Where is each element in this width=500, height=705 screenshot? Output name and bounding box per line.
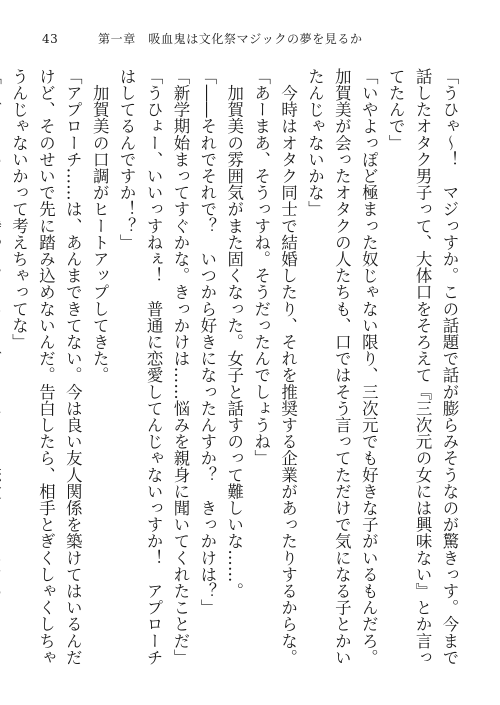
body-text (9, 68, 462, 680)
paragraph: 「新学期始まってすぐかな。きっかけは……悩みを親身に聞いてくれたことだ」 (170, 68, 190, 666)
paragraph: 今時はオタク同士で結婚したり、それを推奨する企業があったりするからな。 (278, 68, 298, 666)
paragraph: 「いやよっぽど極まった奴じゃない限り、三次元でも好きな子がいるもんだろ。加賀美が会ったオタクの人たちも、口ではそう言ってただけで気になる子とかいたんじゃないかな」 (305, 68, 379, 666)
running-head: 第一章 吸血鬼は文化祭マジックの夢を見るか (98, 32, 363, 46)
paragraph: 「――それでそれで？ いつから好きになったんすか？ きっかけは？」 (197, 68, 217, 616)
paragraph: 「うひゃ～！ マジっすか。この話題で話が膨らみそうなのが驚きっす。今まで話したオタク男子って、大体口をそろえて『三次元の女には興味ない』とか言ってたんで」 (386, 68, 459, 666)
page-number: 43 (42, 32, 59, 46)
paragraph: 「あーまあ、そうっすね。そうだったんでしょうね」 (251, 68, 271, 467)
paragraph (0, 68, 5, 680)
paragraph: 加賀美の雰囲気がまた固くなった。女子と話すのって難しいな……。 (224, 68, 244, 600)
paragraph: 加賀美の口調がヒートアップしてきた。 (90, 68, 110, 384)
paragraph: 「アプローチ……は、あんまできてない。今は良い友人関係を築けてはいるんだけど、そのせいで先に踏み込めないんだ。告白したら、相手とぎくしゃくしちゃうんじゃないかって考えちゃってな」 (9, 68, 83, 666)
paragraph: 「うひょー、いいっすねぇ！ 普通に恋愛してんじゃないっすか！ アプローチはしてるんですか！？」 (117, 68, 164, 666)
